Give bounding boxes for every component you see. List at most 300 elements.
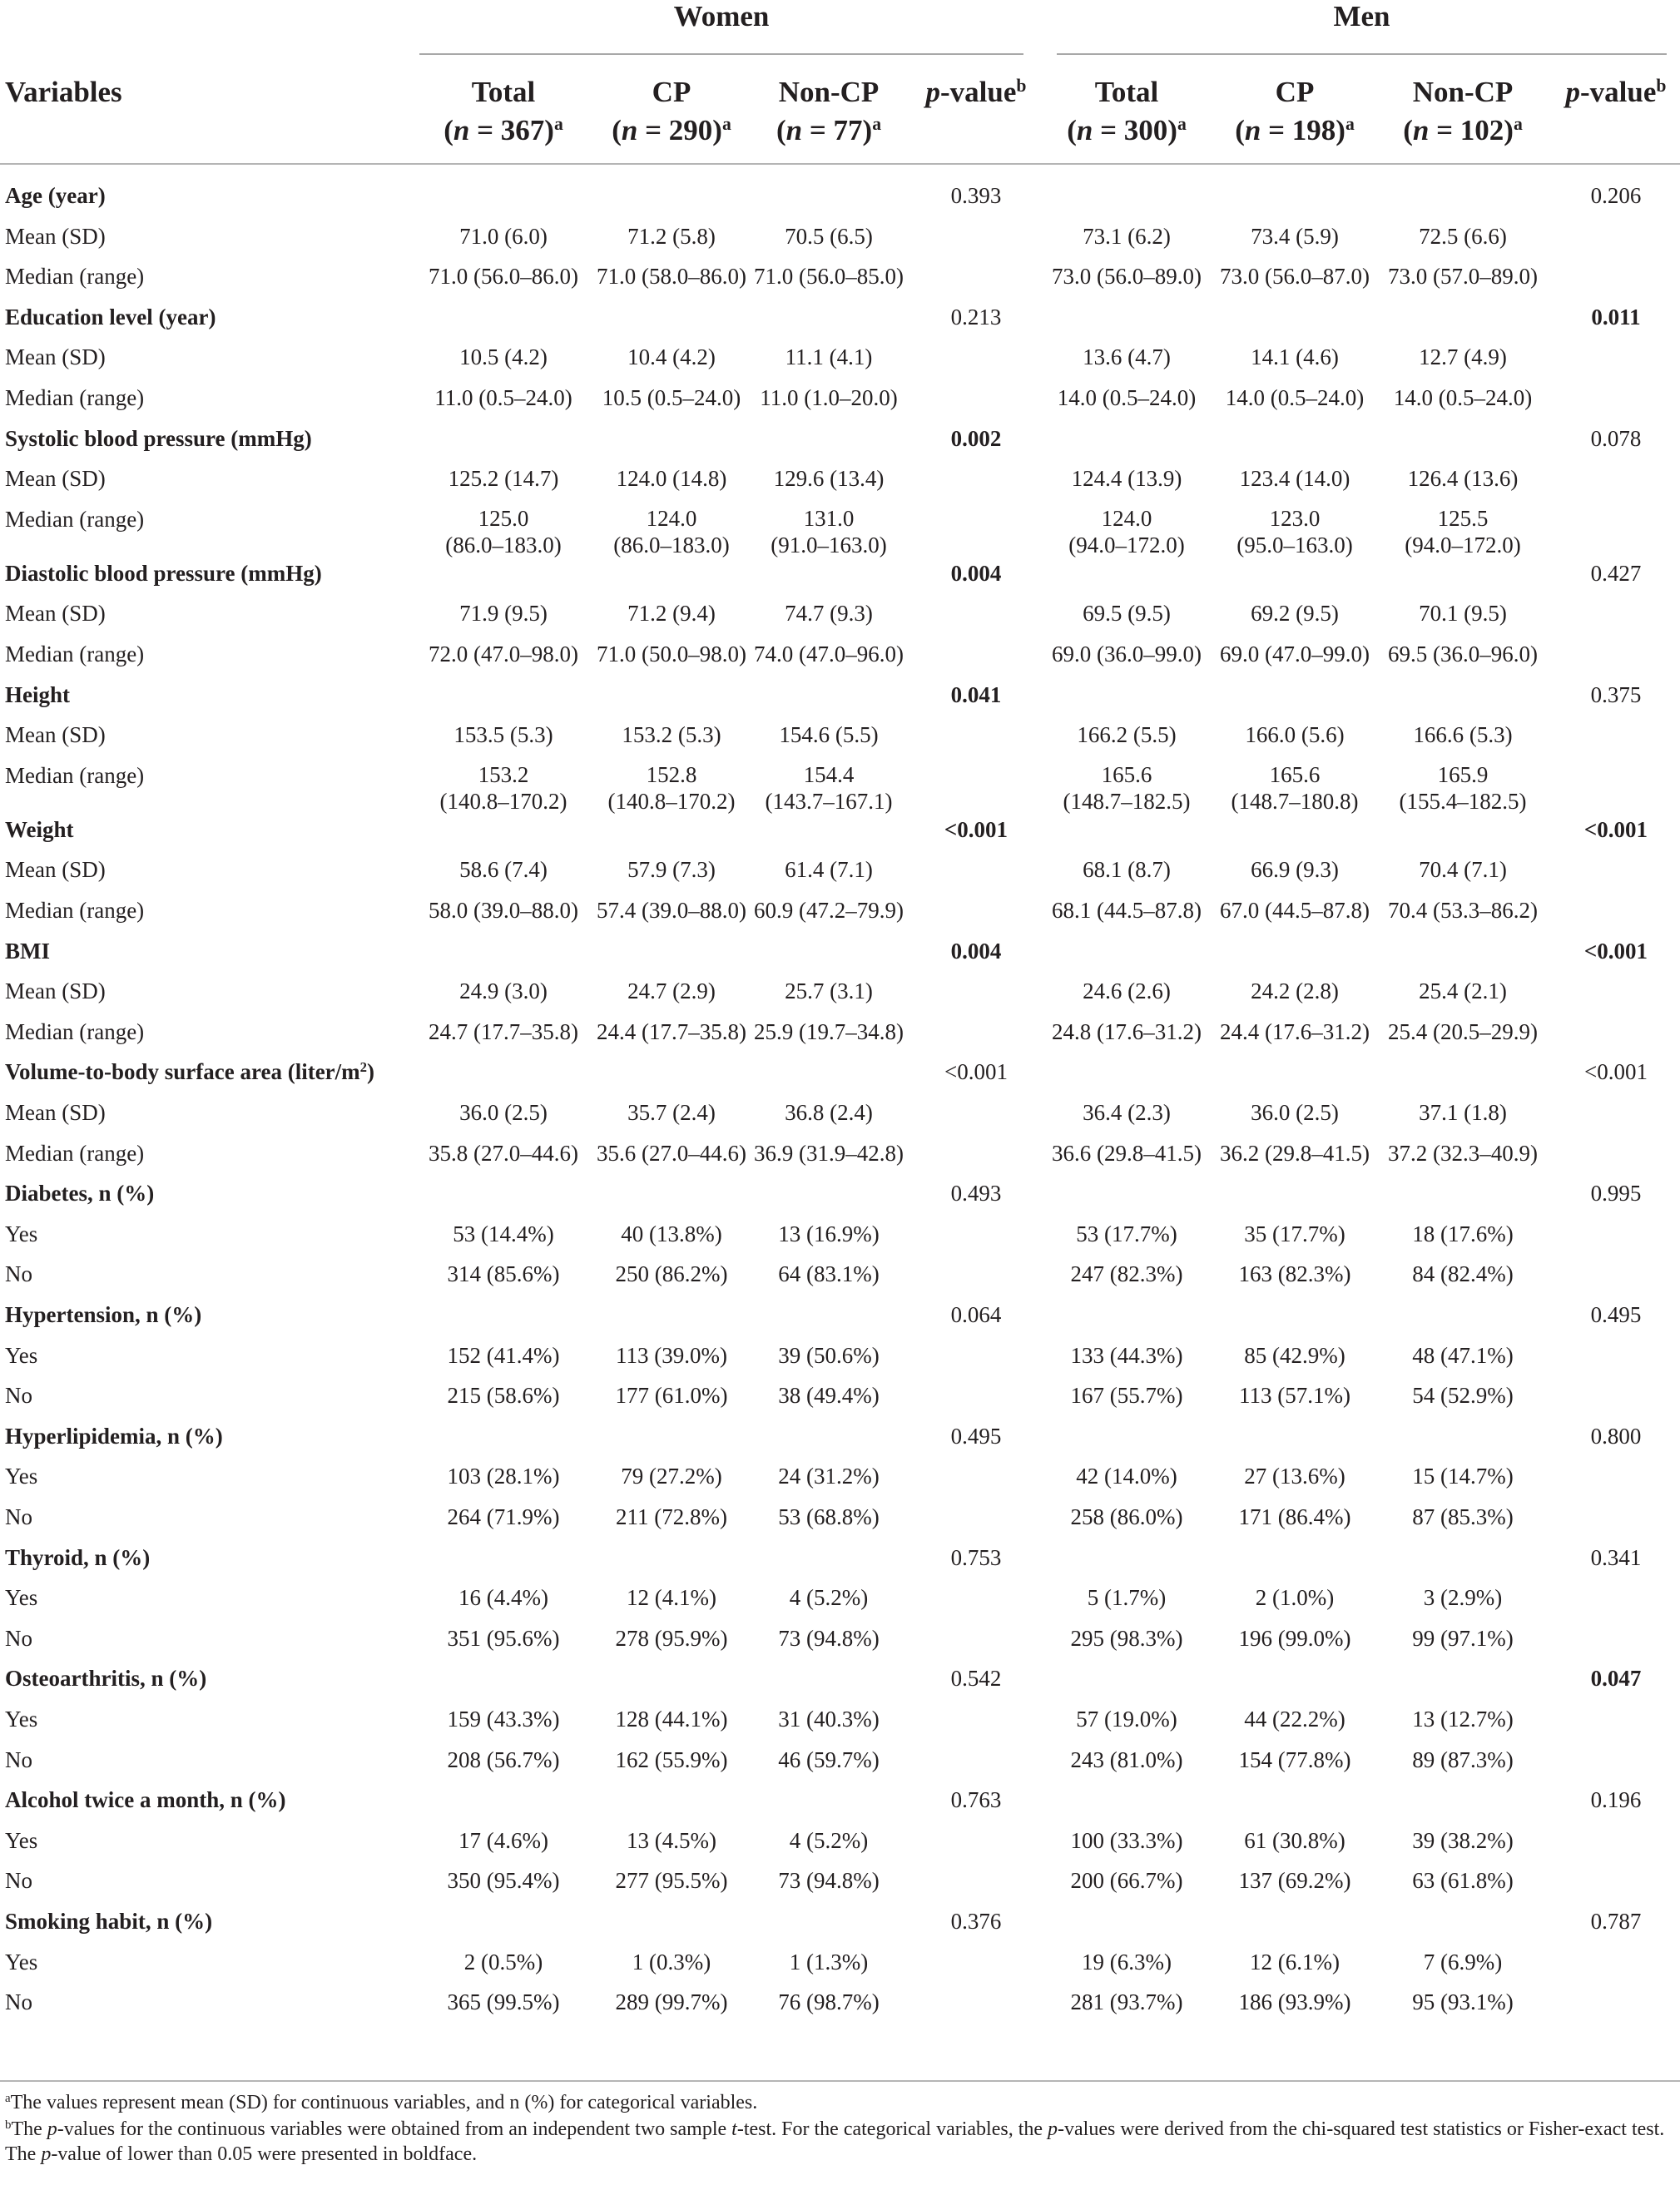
cell-men-2: 39 (38.2%) bbox=[1412, 1827, 1514, 1853]
row-label: Mean (SD) bbox=[5, 223, 106, 249]
row-label: Thyroid, n (%) bbox=[5, 1544, 151, 1570]
table-row bbox=[0, 505, 1680, 559]
row-label: Mean (SD) bbox=[5, 857, 106, 883]
row-label: Median (range) bbox=[5, 898, 145, 923]
cell-women-1: 57.9 (7.3) bbox=[627, 857, 716, 883]
cell-women-2: 53 (68.8%) bbox=[778, 1504, 880, 1529]
col-header-title: Total bbox=[471, 76, 536, 108]
cell-men-0: 24.8 (17.6–31.2) bbox=[1052, 1018, 1202, 1044]
row-label: Diastolic blood pressure (mmHg) bbox=[5, 560, 322, 586]
cell-men-2: 89 (87.3%) bbox=[1412, 1747, 1514, 1772]
table-row bbox=[0, 1341, 1680, 1382]
cell-women-1: 57.4 (39.0–88.0) bbox=[597, 898, 746, 923]
row-label: Median (range) bbox=[5, 642, 145, 666]
table-row bbox=[0, 1746, 1680, 1786]
cell-men-1: 165.6 (148.7–180.8) bbox=[1231, 761, 1359, 814]
cell-women-0: 11.0 (0.5–24.0) bbox=[434, 385, 572, 410]
p-value-men: 0.078 bbox=[1590, 425, 1642, 451]
section-row bbox=[0, 1664, 1680, 1705]
cell-women-2: 36.8 (2.4) bbox=[785, 1100, 873, 1125]
table-row bbox=[0, 1260, 1680, 1301]
row-label: Osteoarthritis, n (%) bbox=[5, 1666, 207, 1692]
cell-men-1: 166.0 (5.6) bbox=[1245, 722, 1345, 748]
table-row bbox=[0, 1462, 1680, 1503]
cell-women-0: 71.0 (56.0–86.0) bbox=[429, 264, 578, 290]
section-row bbox=[0, 559, 1680, 600]
cell-women-2: 131.0 (91.0–163.0) bbox=[771, 505, 887, 557]
cell-women-1: 24.7 (2.9) bbox=[627, 979, 716, 1004]
cell-men-2: 14.0 (0.5–24.0) bbox=[1393, 385, 1533, 410]
cell-men-2: 18 (17.6%) bbox=[1412, 1221, 1514, 1246]
cell-men-0: 14.0 (0.5–24.0) bbox=[1057, 385, 1197, 410]
cell-women-1: 35.7 (2.4) bbox=[627, 1100, 716, 1125]
cell-women-2: 31 (40.3%) bbox=[778, 1707, 880, 1732]
cell-men-2: 25.4 (20.5–29.9) bbox=[1388, 1018, 1538, 1044]
cell-men-0: 165.6 (148.7–182.5) bbox=[1063, 761, 1191, 814]
variables-header: Variables bbox=[5, 76, 122, 108]
cell-men-1: 113 (57.1%) bbox=[1239, 1383, 1350, 1409]
cell-women-0: 103 (28.1%) bbox=[447, 1464, 560, 1489]
table-row bbox=[0, 464, 1680, 505]
row-label: Yes bbox=[5, 1949, 38, 1974]
cell-women-0: 264 (71.9%) bbox=[447, 1504, 560, 1529]
cell-men-0: 73.0 (56.0–89.0) bbox=[1052, 264, 1202, 290]
row-label: No bbox=[5, 1383, 32, 1409]
table-row bbox=[0, 1139, 1680, 1180]
section-row bbox=[0, 1543, 1680, 1584]
row-label: Yes bbox=[5, 1827, 38, 1853]
cell-women-1: 71.2 (9.4) bbox=[627, 601, 716, 627]
cell-men-1: 36.2 (29.8–41.5) bbox=[1220, 1140, 1370, 1166]
col-header-n: (n = 102)$^a$ bbox=[1403, 114, 1523, 146]
row-label: Height bbox=[5, 681, 70, 707]
cell-women-0: 153.2 (140.8–170.2) bbox=[439, 761, 567, 814]
row-label: Weight bbox=[5, 816, 74, 842]
cell-men-0: 13.6 (4.7) bbox=[1083, 344, 1171, 370]
cell-men-1: 69.0 (47.0–99.0) bbox=[1220, 642, 1370, 666]
row-label: Volume-to-body surface area $(liter/m^2)$ bbox=[5, 1059, 375, 1085]
header-rule bbox=[0, 163, 1680, 165]
section-row bbox=[0, 937, 1680, 978]
cell-men-2: 165.9 (155.4–182.5) bbox=[1399, 761, 1527, 814]
cell-men-1: 73.4 (5.9) bbox=[1251, 223, 1339, 249]
group-header-women: Women bbox=[673, 0, 770, 32]
row-label: Mean (SD) bbox=[5, 722, 106, 748]
cell-men-2: 25.4 (2.1) bbox=[1419, 979, 1507, 1004]
p-value-men: 0.196 bbox=[1590, 1787, 1642, 1813]
row-label: Median (range) bbox=[5, 762, 145, 788]
cell-men-2: 54 (52.9%) bbox=[1412, 1383, 1514, 1409]
table-row bbox=[0, 1381, 1680, 1422]
cell-women-0: 35.8 (27.0–44.6) bbox=[429, 1140, 578, 1166]
cell-women-0: 2 (0.5%) bbox=[463, 1949, 543, 1974]
pvalue-header-men: p-value$^b$ bbox=[1565, 76, 1667, 108]
cell-men-0: 124.0 (94.0–172.0) bbox=[1068, 505, 1185, 557]
section-row bbox=[0, 681, 1680, 721]
cell-men-2: 95 (93.1%) bbox=[1412, 1989, 1514, 2015]
cell-men-1: 186 (93.9%) bbox=[1238, 1989, 1351, 2015]
cell-women-2: 64 (83.1%) bbox=[778, 1261, 880, 1287]
cell-women-0: 314 (85.6%) bbox=[447, 1261, 560, 1287]
cell-women-0: 17 (4.6%) bbox=[458, 1827, 548, 1853]
row-label: Median (range) bbox=[5, 264, 145, 290]
p-value-men: 0.206 bbox=[1590, 183, 1642, 208]
p-value-women: 0.213 bbox=[950, 304, 1002, 329]
cell-women-2: 60.9 (47.2–79.9) bbox=[754, 898, 904, 923]
p-value-men: <0.001 bbox=[1583, 938, 1648, 964]
cell-men-1: 66.9 (9.3) bbox=[1251, 857, 1339, 883]
row-label: Mean (SD) bbox=[5, 979, 106, 1004]
cell-women-1: 211 (72.8%) bbox=[616, 1504, 727, 1529]
pvalue-header-women: p-value$^b$ bbox=[925, 76, 1027, 108]
cell-women-0: 16 (4.4%) bbox=[458, 1585, 548, 1611]
col-header-n: (n = 367)$^a$ bbox=[444, 114, 563, 146]
row-label: Education level (year) bbox=[5, 304, 216, 329]
cell-women-0: 125.2 (14.7) bbox=[448, 466, 559, 492]
col-header-title: Non-CP bbox=[778, 76, 880, 108]
col-header-women-2 bbox=[737, 73, 920, 156]
table-row bbox=[0, 1098, 1680, 1139]
cell-women-1: 71.2 (5.8) bbox=[627, 223, 716, 249]
cell-men-2: 13 (12.7%) bbox=[1412, 1707, 1514, 1732]
cell-women-0: 72.0 (47.0–98.0) bbox=[429, 642, 578, 666]
cell-women-0: 351 (95.6%) bbox=[447, 1625, 560, 1651]
cell-women-0: 71.9 (9.5) bbox=[459, 601, 548, 627]
cell-men-2: 12.7 (4.9) bbox=[1419, 344, 1507, 370]
group-rule-men bbox=[1057, 53, 1667, 55]
row-label: No bbox=[5, 1747, 32, 1772]
section-row bbox=[0, 303, 1680, 344]
cell-women-0: 350 (95.4%) bbox=[447, 1868, 560, 1894]
row-label: Smoking habit, n (%) bbox=[5, 1909, 213, 1934]
cell-men-2: 70.4 (53.3–86.2) bbox=[1388, 898, 1538, 923]
cell-women-0: 53 (14.4%) bbox=[453, 1221, 554, 1246]
cell-men-1: 24.2 (2.8) bbox=[1251, 979, 1339, 1004]
cell-men-2: 37.1 (1.8) bbox=[1419, 1100, 1507, 1125]
col-header-women-0 bbox=[412, 73, 595, 156]
cell-women-1: 71.0 (50.0–98.0) bbox=[597, 642, 746, 666]
col-header-title: CP bbox=[1275, 76, 1315, 108]
cell-men-1: 73.0 (56.0–87.0) bbox=[1220, 264, 1370, 290]
cell-women-2: 73 (94.8%) bbox=[778, 1868, 880, 1894]
cell-women-0: 159 (43.3%) bbox=[447, 1707, 560, 1732]
cell-women-1: 35.6 (27.0–44.6) bbox=[597, 1140, 746, 1166]
section-row bbox=[0, 1786, 1680, 1826]
bottom-rule bbox=[0, 2080, 1680, 2082]
cell-men-1: 196 (99.0%) bbox=[1238, 1625, 1351, 1651]
cell-women-2: 11.1 (4.1) bbox=[785, 344, 873, 370]
cell-women-1: 277 (95.5%) bbox=[615, 1868, 728, 1894]
p-value-men: 0.427 bbox=[1590, 560, 1642, 586]
p-value-men: 0.787 bbox=[1590, 1909, 1642, 1934]
table-row bbox=[0, 1988, 1680, 2029]
group-rule-women bbox=[419, 53, 1023, 55]
cell-men-1: 44 (22.2%) bbox=[1244, 1707, 1345, 1732]
p-value-women: 0.753 bbox=[950, 1544, 1002, 1570]
cell-women-0: 71.0 (6.0) bbox=[459, 223, 548, 249]
cell-men-1: 154 (77.8%) bbox=[1238, 1747, 1351, 1772]
row-label: Median (range) bbox=[5, 506, 145, 532]
table-row bbox=[0, 599, 1680, 640]
cell-men-0: 133 (44.3%) bbox=[1070, 1342, 1183, 1368]
p-value-women: 0.004 bbox=[950, 560, 1002, 586]
cell-men-2: 70.4 (7.1) bbox=[1419, 857, 1507, 883]
cell-men-1: 14.1 (4.6) bbox=[1251, 344, 1339, 370]
col-header-women-1 bbox=[580, 73, 763, 156]
cell-women-2: 36.9 (31.9–42.8) bbox=[754, 1140, 904, 1166]
table-row bbox=[0, 761, 1680, 815]
cell-women-2: 70.5 (6.5) bbox=[785, 223, 873, 249]
cell-men-1: 137 (69.2%) bbox=[1238, 1868, 1351, 1894]
cell-men-1: 171 (86.4%) bbox=[1238, 1504, 1351, 1529]
cell-women-1: 153.2 (5.3) bbox=[622, 722, 721, 748]
cell-men-0: 36.4 (2.3) bbox=[1083, 1100, 1171, 1125]
row-label: Yes bbox=[5, 1464, 38, 1489]
cell-women-1: 1 (0.3%) bbox=[632, 1949, 711, 1974]
cell-women-1: 124.0 (14.8) bbox=[616, 466, 727, 492]
cell-men-2: 63 (61.8%) bbox=[1412, 1868, 1514, 1894]
table-row bbox=[0, 896, 1680, 937]
footnote-a: $^a$The values represent mean (SD) for continuous variables, and n (%) for categorical variables. bbox=[5, 2091, 758, 2113]
section-row bbox=[0, 1422, 1680, 1463]
table-row bbox=[0, 1583, 1680, 1624]
cell-men-0: 258 (86.0%) bbox=[1070, 1504, 1183, 1529]
cell-men-1: 36.0 (2.5) bbox=[1251, 1100, 1339, 1125]
cell-women-0: 152 (41.4%) bbox=[447, 1342, 560, 1368]
p-value-men: 0.011 bbox=[1591, 304, 1641, 329]
cell-men-2: 87 (85.3%) bbox=[1412, 1504, 1514, 1529]
cell-women-2: 129.6 (13.4) bbox=[773, 466, 885, 492]
table-row bbox=[0, 1018, 1680, 1058]
cell-women-0: 365 (99.5%) bbox=[447, 1989, 560, 2015]
group-header-men: Men bbox=[1333, 0, 1390, 32]
cell-men-1: 85 (42.9%) bbox=[1244, 1342, 1345, 1368]
p-value-women: <0.001 bbox=[944, 1059, 1008, 1085]
p-value-women: <0.001 bbox=[944, 816, 1008, 842]
p-value-women: 0.004 bbox=[950, 938, 1002, 964]
cell-men-2: 99 (97.1%) bbox=[1412, 1625, 1514, 1651]
table-row bbox=[0, 1948, 1680, 1989]
cell-women-2: 25.9 (19.7–34.8) bbox=[754, 1018, 904, 1044]
row-label: Yes bbox=[5, 1221, 38, 1246]
p-value-men: 0.800 bbox=[1590, 1423, 1642, 1449]
table-row bbox=[0, 1705, 1680, 1746]
cell-men-1: 35 (17.7%) bbox=[1244, 1221, 1345, 1246]
p-value-men: <0.001 bbox=[1583, 816, 1648, 842]
p-value-men: <0.001 bbox=[1584, 1059, 1648, 1085]
row-label: No bbox=[5, 1625, 32, 1651]
cell-women-1: 13 (4.5%) bbox=[627, 1827, 716, 1853]
cell-men-0: 24.6 (2.6) bbox=[1083, 979, 1171, 1004]
cell-women-2: 46 (59.7%) bbox=[778, 1747, 880, 1772]
p-value-men: 0.341 bbox=[1590, 1544, 1642, 1570]
col-header-title: Total bbox=[1094, 76, 1159, 108]
cell-women-2: 1 (1.3%) bbox=[789, 1949, 869, 1974]
cell-women-1: 250 (86.2%) bbox=[615, 1261, 728, 1287]
cell-men-1: 2 (1.0%) bbox=[1255, 1585, 1335, 1611]
cell-women-0: 208 (56.7%) bbox=[447, 1747, 560, 1772]
cell-men-0: 295 (98.3%) bbox=[1070, 1625, 1183, 1651]
row-label: Hypertension, n (%) bbox=[5, 1302, 202, 1327]
table-row bbox=[0, 1503, 1680, 1543]
cell-men-2: 69.5 (36.0–96.0) bbox=[1388, 642, 1538, 666]
cell-women-1: 40 (13.8%) bbox=[621, 1221, 722, 1246]
table-row bbox=[0, 343, 1680, 384]
p-value-women: 0.763 bbox=[950, 1787, 1002, 1813]
footnote-b: $^b$The p-values for the continuous variables were obtained from an independent two sample t-test. For the categorical variables, the p-values were derived from the chi-squared test statistics or Fisher-exact test. The p-value of lower than 0.05 were presented in boldface. bbox=[5, 2118, 1665, 2165]
cell-men-0: 167 (55.7%) bbox=[1070, 1383, 1183, 1409]
row-label: Yes bbox=[5, 1342, 38, 1368]
section-row bbox=[0, 1301, 1680, 1341]
cell-women-0: 24.9 (3.0) bbox=[459, 979, 548, 1004]
cell-men-0: 53 (17.7%) bbox=[1076, 1221, 1177, 1246]
table-row bbox=[0, 1624, 1680, 1665]
cell-men-2: 3 (2.9%) bbox=[1423, 1585, 1503, 1611]
cell-women-1: 12 (4.1%) bbox=[627, 1585, 716, 1611]
cell-women-0: 58.0 (39.0–88.0) bbox=[429, 898, 578, 923]
cell-men-0: 19 (6.3%) bbox=[1082, 1949, 1172, 1974]
p-value-women: 0.393 bbox=[950, 183, 1002, 208]
row-label: Mean (SD) bbox=[5, 601, 106, 627]
table-row bbox=[0, 855, 1680, 896]
cell-men-0: 57 (19.0%) bbox=[1076, 1707, 1177, 1732]
cell-men-0: 243 (81.0%) bbox=[1070, 1747, 1183, 1772]
table-row bbox=[0, 1866, 1680, 1907]
cell-women-2: 73 (94.8%) bbox=[778, 1625, 880, 1651]
cell-women-2: 154.6 (5.5) bbox=[779, 722, 879, 748]
row-label: Hyperlipidemia, n (%) bbox=[5, 1423, 223, 1449]
row-label: No bbox=[5, 1868, 32, 1894]
table-row bbox=[0, 721, 1680, 761]
row-label: Yes bbox=[5, 1707, 38, 1732]
table-row bbox=[0, 640, 1680, 681]
cell-men-0: 69.5 (9.5) bbox=[1083, 601, 1171, 627]
section-row bbox=[0, 424, 1680, 465]
cell-men-0: 42 (14.0%) bbox=[1076, 1464, 1177, 1489]
cell-men-2: 15 (14.7%) bbox=[1412, 1464, 1514, 1489]
p-value-men: 0.047 bbox=[1590, 1666, 1642, 1692]
cell-women-0: 125.0 (86.0–183.0) bbox=[445, 505, 562, 557]
cell-women-2: 4 (5.2%) bbox=[789, 1827, 869, 1853]
cell-women-0: 215 (58.6%) bbox=[447, 1383, 560, 1409]
cell-women-1: 124.0 (86.0–183.0) bbox=[613, 505, 730, 557]
cell-men-2: 72.5 (6.6) bbox=[1419, 223, 1507, 249]
cell-women-2: 25.7 (3.1) bbox=[785, 979, 873, 1004]
cell-women-2: 4 (5.2%) bbox=[789, 1585, 869, 1611]
p-value-women: 0.376 bbox=[950, 1909, 1002, 1934]
cell-men-2: 126.4 (13.6) bbox=[1407, 466, 1519, 492]
cell-men-0: 200 (66.7%) bbox=[1070, 1868, 1183, 1894]
cell-women-2: 71.0 (56.0–85.0) bbox=[754, 264, 904, 290]
cell-women-2: 74.7 (9.3) bbox=[785, 601, 873, 627]
cell-women-1: 10.4 (4.2) bbox=[627, 344, 716, 370]
cell-women-2: 74.0 (47.0–96.0) bbox=[754, 642, 904, 666]
section-row bbox=[0, 815, 1680, 856]
cell-women-1: 177 (61.0%) bbox=[615, 1383, 728, 1409]
row-label: No bbox=[5, 1989, 32, 2015]
row-label: No bbox=[5, 1261, 32, 1287]
cell-women-1: 24.4 (17.7–35.8) bbox=[597, 1018, 746, 1044]
row-label: Yes bbox=[5, 1585, 38, 1611]
p-value-men: 0.495 bbox=[1590, 1302, 1642, 1327]
cell-men-2: 84 (82.4%) bbox=[1412, 1261, 1514, 1287]
table-row bbox=[0, 977, 1680, 1018]
cell-men-1: 67.0 (44.5–87.8) bbox=[1220, 898, 1370, 923]
col-header-n: (n = 77)$^a$ bbox=[776, 114, 882, 146]
p-value-women: 0.493 bbox=[950, 1181, 1002, 1206]
cell-men-1: 69.2 (9.5) bbox=[1251, 601, 1339, 627]
cell-women-0: 153.5 (5.3) bbox=[453, 722, 553, 748]
section-row bbox=[0, 1179, 1680, 1220]
col-header-n: (n = 290)$^a$ bbox=[612, 114, 731, 146]
row-label: Systolic blood pressure (mmHg) bbox=[5, 425, 312, 451]
row-label: BMI bbox=[5, 938, 50, 964]
p-value-women: 0.002 bbox=[950, 425, 1002, 451]
table-row bbox=[0, 384, 1680, 424]
col-header-title: CP bbox=[652, 76, 691, 108]
row-label: Median (range) bbox=[5, 1018, 145, 1044]
cell-women-1: 162 (55.9%) bbox=[615, 1747, 728, 1772]
cell-men-1: 163 (82.3%) bbox=[1238, 1261, 1351, 1287]
col-header-n: (n = 198)$^a$ bbox=[1235, 114, 1355, 146]
cell-women-1: 10.5 (0.5–24.0) bbox=[602, 385, 741, 410]
section-row bbox=[0, 181, 1680, 222]
cell-men-1: 27 (13.6%) bbox=[1244, 1464, 1345, 1489]
cell-men-2: 166.6 (5.3) bbox=[1413, 722, 1513, 748]
cell-women-1: 113 (39.0%) bbox=[616, 1342, 727, 1368]
cell-men-2: 7 (6.9%) bbox=[1423, 1949, 1503, 1974]
row-label: Diabetes, n (%) bbox=[5, 1181, 155, 1206]
cell-men-0: 68.1 (8.7) bbox=[1083, 857, 1171, 883]
cell-women-1: 79 (27.2%) bbox=[621, 1464, 722, 1489]
cell-men-2: 48 (47.1%) bbox=[1412, 1342, 1514, 1368]
table-row bbox=[0, 1220, 1680, 1261]
cell-women-2: 38 (49.4%) bbox=[778, 1383, 880, 1409]
cell-women-2: 24 (31.2%) bbox=[778, 1464, 880, 1489]
cell-men-0: 247 (82.3%) bbox=[1070, 1261, 1183, 1287]
cell-women-2: 154.4 (143.7–167.1) bbox=[765, 761, 893, 814]
cell-women-2: 13 (16.9%) bbox=[778, 1221, 880, 1246]
section-row bbox=[0, 1907, 1680, 1948]
p-value-women: 0.542 bbox=[950, 1666, 1002, 1692]
cell-men-1: 123.0 (95.0–163.0) bbox=[1236, 505, 1353, 557]
section-row bbox=[0, 1058, 1680, 1098]
cell-men-0: 124.4 (13.9) bbox=[1071, 466, 1182, 492]
cell-men-2: 73.0 (57.0–89.0) bbox=[1388, 264, 1538, 290]
row-label: No bbox=[5, 1504, 32, 1529]
row-label: Median (range) bbox=[5, 1140, 145, 1166]
col-header-title: Non-CP bbox=[1412, 76, 1514, 108]
cell-women-2: 11.0 (1.0–20.0) bbox=[760, 385, 898, 410]
cell-women-0: 36.0 (2.5) bbox=[459, 1100, 548, 1125]
cell-men-1: 61 (30.8%) bbox=[1244, 1827, 1345, 1853]
p-value-men: 0.995 bbox=[1590, 1181, 1642, 1206]
cell-women-0: 58.6 (7.4) bbox=[459, 857, 548, 883]
cell-men-0: 68.1 (44.5–87.8) bbox=[1052, 898, 1202, 923]
cell-women-2: 39 (50.6%) bbox=[778, 1342, 880, 1368]
row-label: Alcohol twice a month, n (%) bbox=[5, 1787, 286, 1813]
table-row bbox=[0, 1826, 1680, 1867]
cell-men-2: 37.2 (32.3–40.9) bbox=[1388, 1140, 1538, 1166]
cell-women-0: 24.7 (17.7–35.8) bbox=[429, 1018, 578, 1044]
cell-men-0: 73.1 (6.2) bbox=[1083, 223, 1171, 249]
cell-men-2: 125.5 (94.0–172.0) bbox=[1405, 505, 1521, 557]
cell-men-0: 100 (33.3%) bbox=[1070, 1827, 1183, 1853]
cell-men-0: 5 (1.7%) bbox=[1087, 1585, 1167, 1611]
table-row bbox=[0, 262, 1680, 303]
cell-women-2: 76 (98.7%) bbox=[778, 1989, 880, 2015]
cell-women-1: 152.8 (140.8–170.2) bbox=[607, 761, 736, 814]
